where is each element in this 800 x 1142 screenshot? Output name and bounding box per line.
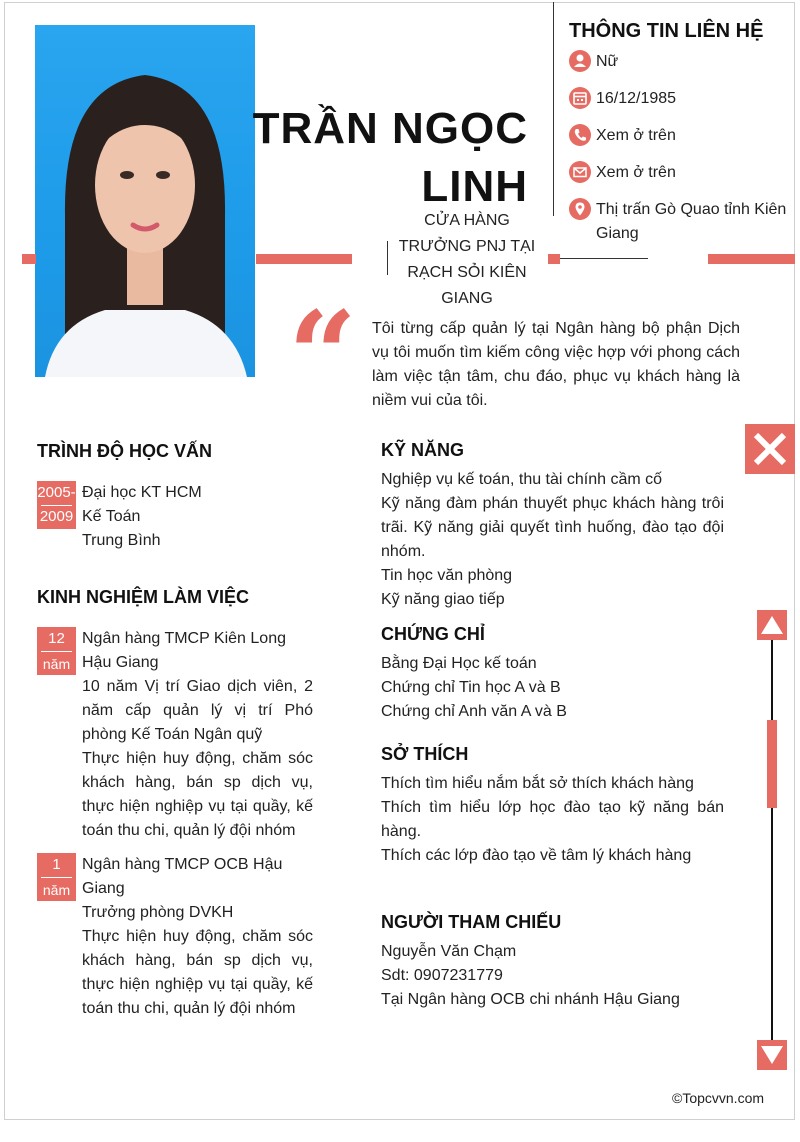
references-details <box>381 940 724 1012</box>
experience-item <box>82 853 313 1021</box>
gender-text: Nữ <box>596 53 619 70</box>
skill-item: Kỹ năng đàm phán thuyết phục khách hàng trôi trãi. Kỹ năng giải quyết tình huống, đào tạo đội nhóm. <box>381 495 724 560</box>
birthday-text: 16/12/1985 <box>596 90 677 107</box>
contact-divider <box>553 2 554 216</box>
experience-description: Thực hiện huy động, chăm sóc khách hàng, bán sp dịch vụ, thực hiện nghiệp vụ tại quầy, kế toán thu chi, quản lý đội nhóm <box>82 928 313 1017</box>
job-title: CỬA HÀNG TRƯỞNG PNJ TẠI RẠCH SỎI KIÊN GIANG <box>398 212 536 307</box>
scroll-track[interactable] <box>771 640 773 1040</box>
experience-item <box>82 627 313 843</box>
scroll-down-button[interactable] <box>757 1040 787 1070</box>
experience-duration-badge <box>37 627 76 675</box>
footer-credit: ©Topcvvn.com <box>672 1090 765 1106</box>
phone-icon <box>569 124 591 146</box>
education-end: 2009 <box>39 508 74 525</box>
certificate-item: Chứng chỉ Anh văn A và B <box>381 703 567 720</box>
certificate-item: Chứng chỉ Tin học A và B <box>381 679 561 696</box>
phone-text: Xem ở trên <box>596 127 676 144</box>
scroll-thumb[interactable] <box>767 720 777 808</box>
skills-list <box>381 468 724 612</box>
career-objective: Tôi từng cấp quản lý tại Ngân hàng bộ phận Dịch vụ tôi muốn tìm kiếm công việc hợp với phong cách làm việc tận tâm, chu đáo, phục vụ khách hàng là niềm vui của tôi. <box>372 320 740 409</box>
contact-phone <box>569 124 789 148</box>
education-details <box>82 481 312 553</box>
education-start: 2005- <box>37 484 76 501</box>
calendar-icon <box>569 87 591 109</box>
arrow-down-icon <box>757 1040 787 1070</box>
skills-title: KỸ NĂNG <box>381 440 465 460</box>
divider-line <box>560 258 648 259</box>
duration-unit: năm <box>42 656 71 672</box>
skill-item: Kỹ năng giao tiếp <box>381 591 505 608</box>
accent-bar-right <box>708 254 795 264</box>
contact-gender <box>569 50 789 74</box>
location-icon <box>569 198 591 220</box>
experience-position: 10 năm Vị trí Giao dịch viên, 2 năm cấp quản lý vị trí Phó phòng Kế Toán Ngân quỹ <box>82 678 313 743</box>
close-icon <box>745 424 795 474</box>
reference-workplace: Tại Ngân hàng OCB chi nhánh Hậu Giang <box>381 991 680 1008</box>
name-line1: TRẦN NGỌC <box>252 104 528 153</box>
experience-position: Trưởng phòng DVKH <box>82 904 234 921</box>
experience-company: Ngân hàng TMCP Kiên Long Hậu Giang <box>82 630 286 671</box>
education-major: Kế Toán <box>82 508 141 525</box>
experience-company: Ngân hàng TMCP OCB Hậu Giang <box>82 856 283 897</box>
accent-bar-left <box>22 254 36 264</box>
close-button[interactable] <box>745 424 795 474</box>
contact-birthday <box>569 87 789 111</box>
education-years-badge <box>37 481 76 529</box>
quote-mark: “ <box>288 285 358 426</box>
certificate-item: Bằng Đại Học kế toán <box>381 655 537 672</box>
profile-photo <box>35 25 255 377</box>
experience-description: Thực hiện huy động, chăm sóc khách hàng, bán sp dịch vụ, thực hiện nghiệp vụ tại quầy, kế toán thu chi, quản lý đội nhóm <box>82 750 313 839</box>
duration-unit: năm <box>42 882 71 898</box>
certificates-title: CHỨNG CHỈ <box>381 624 485 644</box>
reference-name: Nguyễn Văn Chạm <box>381 943 517 960</box>
hobby-item: Thích các lớp đào tạo về tâm lý khách hàng <box>381 847 692 864</box>
user-icon <box>569 50 591 72</box>
duration-number: 12 <box>48 630 65 647</box>
education-grade: Trung Bình <box>82 532 161 549</box>
contact-email <box>569 161 789 185</box>
skill-item: Tin học văn phòng <box>381 567 513 584</box>
contact-address <box>569 198 789 246</box>
experience-duration-badge <box>37 853 76 901</box>
email-text: Xem ở trên <box>596 164 676 181</box>
accent-bar-mid <box>256 254 352 264</box>
scroll-up-button[interactable] <box>757 610 787 640</box>
address-text: Thị trấn Gò Quao tỉnh Kiên Giang <box>596 201 787 242</box>
title-divider <box>387 241 388 275</box>
references-title: NGƯỜI THAM CHIẾU <box>381 912 562 932</box>
certificates-list <box>381 652 724 724</box>
hobbies-title: SỞ THÍCH <box>381 744 469 764</box>
education-title: TRÌNH ĐỘ HỌC VẤN <box>37 441 212 461</box>
reference-phone: Sdt: 0907231779 <box>381 967 503 984</box>
arrow-up-icon <box>757 610 787 640</box>
accent-bar-small <box>548 254 560 264</box>
skill-item: Nghiệp vụ kế toán, thu tài chính cầm cố <box>381 471 663 488</box>
candidate-name <box>228 100 528 216</box>
name-line2: LINH <box>421 162 528 211</box>
duration-number: 1 <box>52 856 61 873</box>
hobby-item: Thích tìm hiểu nắm bắt sở thích khách hàng <box>381 775 694 792</box>
contact-title: THÔNG TIN LIÊN HỆ <box>569 20 764 42</box>
mail-icon <box>569 161 591 183</box>
experience-title: KINH NGHIỆM LÀM VIỆC <box>37 587 250 607</box>
education-school: Đại học KT HCM <box>82 484 202 501</box>
hobby-item: Thích tìm hiểu lớp học đào tạo kỹ năng bán hàng. <box>381 799 724 840</box>
hobbies-list <box>381 772 724 868</box>
